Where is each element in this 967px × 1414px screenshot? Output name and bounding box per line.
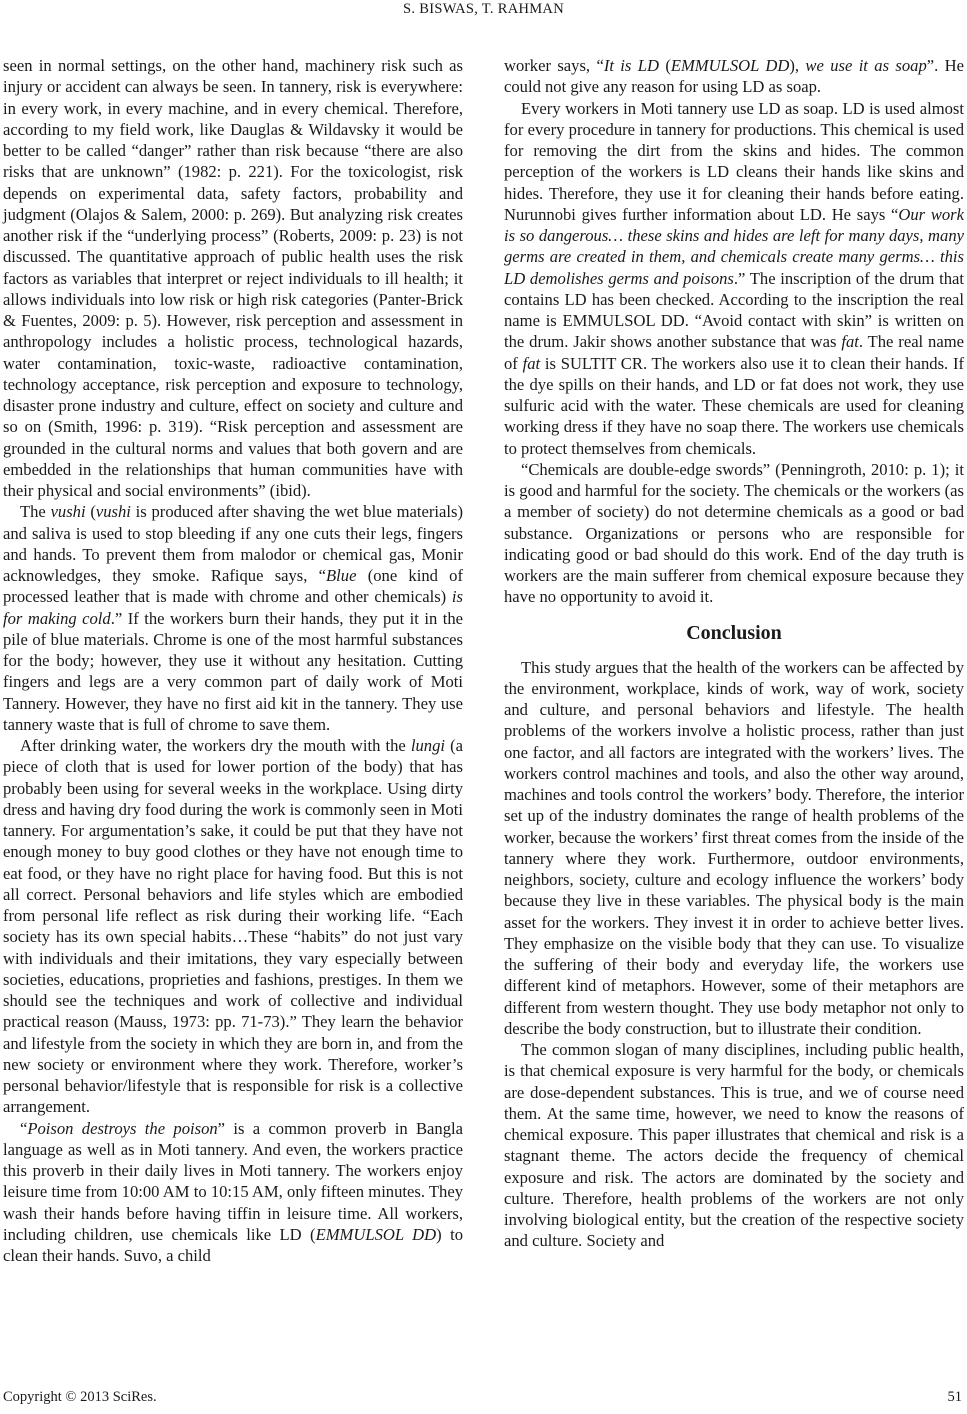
italic-text-run: Poison destroys the poison <box>27 1118 218 1138</box>
italic-text-run: fat <box>522 353 541 373</box>
text-run: is SULTIT CR. The workers also use it to clean their hands. If the dye spills on their hands, and LD or fat does not work, they use sulfuric acid with the water. These chemicals are used for cleaning working dress if they have no soap there. The workers use chemicals to protect themselves from chemicals. <box>504 353 964 458</box>
paragraph <box>504 55 964 98</box>
italic-text-run: is for making cold <box>3 587 463 628</box>
paragraph <box>504 1039 964 1252</box>
text-run: .” The inscription of the drum that contains LD has been checked. According to the inscription the real name is EMMULSOL DD. “Avoid contact with skin” is written on the drum. Jakir shows another substance that was <box>504 268 964 352</box>
text-run: (a piece of cloth that is used for lower portion of the body) that has probably been using for several weeks in the workplace. Using dirty dress and having dry food during the work is commonly seen in Moti tannery. For argumentation’s sake, it could be put that they have not enough money to buy good clothes or they have not enough time to eat food, or they have no right place for having food. But this is not all correct. Personal behaviors and life styles which are embodied from personal life reflect as risk during their working life. “Each society has its own special habits…These “habits” do not just vary with individuals and their imitations, they vary especially between societies, educations, proprieties and fashions, prestiges. In them we should see the techniques and work of collective and individual practical reason (Mauss, 1973: pp. 71-73).” They learn the behavior and lifestyle from the society in which they are born in, and from the new society or environment where they work. Therefore, worker’s personal behavior/lifestyle that is responsible for risk is a collective arrangement. <box>3 736 463 1117</box>
text-run: The <box>20 502 51 522</box>
text-run: After drinking water, the workers dry the mouth with the <box>20 736 411 755</box>
paragraph <box>3 1118 463 1267</box>
text-run: ( <box>85 502 96 522</box>
italic-text-run: fat <box>841 332 859 352</box>
section-heading: Conclusion <box>686 621 782 644</box>
text-run: “ <box>20 1118 28 1138</box>
paragraph <box>3 735 463 1118</box>
italic-text-run: Blue <box>326 566 357 585</box>
right-column <box>504 55 964 1266</box>
left-column <box>3 55 463 1266</box>
paragraph <box>3 55 463 501</box>
text-run: ) to clean their hands. Suvo, a child <box>3 1224 463 1265</box>
paragraph <box>504 657 964 1040</box>
text-run: . The real name of <box>504 332 964 373</box>
two-column-body <box>3 55 964 1266</box>
italic-text-run: we use it as soap <box>805 56 927 75</box>
running-header-authors: S. BISWAS, T. RAHMAN <box>403 1 564 17</box>
text-run: seen in normal settings, on the other hand, machinery risk such as injury or accident can always be seen. In tannery, risk is everywhere: in every work, in every machine, and in every chemical. Therefore, according to my field work, like Dauglas & Wildavsky it would be better to be called “danger” rather than risk because “there are also risks that are unknown” (1982: p. 221). For the toxicologist, risk depends on experimental data, safety factors, probability and judgment (Olajos & Salem, 2000: p. 269). But analyzing risk creates another risk if the “underlying process” (Roberts, 2009: p. 23) is not discussed. The quantitative approach of public health uses the risk factors as variables that interpret or reject individuals to ill health; it allows individuals into low risk or high risk categories (Panter-Brick & Fuentes, 2009: p. 5). However, risk perception and assessment in anthropology includes a holistic process, technological hazards, water contamination, toxic-waste, radioactive contamination, technology acceptance, risk perception and exposure to technology, disaster prone industry and culture, effect on society and culture and so on (Smith, 1996: p. 319). “Risk perception and assessment are grounded in the cultural norms and values that both govern and are embedded in the relationships that human communities have with their physical and social environments” (ibid). <box>3 56 463 500</box>
italic-text-run: EMMULSOL DD <box>670 56 790 75</box>
text-run: ” is a common proverb in Bangla language as well as in Moti tannery. And even, the workers practice this proverb in their daily lives in Moti tannery. The workers enjoy leisure time from 10:00 AM to 10:15 AM, only fifteen minutes. They wash their hands before having tiffin in leisure time. All workers, including children, use chemicals like LD ( <box>3 1118 463 1244</box>
text-run: Every workers in Moti tannery use LD as soap. LD is used almost for every procedure in tannery for productions. This chemical is used for removing the dirt from the skins and hides. The common perception of the workers is LD cleans their hands like skins and hides. Therefore, they use it for cleaning their hands before eating. Nurunnobi gives further information about LD. He says “ <box>504 98 964 224</box>
text-run: .” If the workers burn their hands, they put it in the pile of blue materials. Chrome is one of the most harmful substances for the body; however, they use it without any hesitation. Cutting fingers and legs are a very common part of daily work of Moti Tannery. However, they have no first aid kit in the tannery. They use tannery waste that is full of chrome to save them. <box>3 608 463 734</box>
text-run: is produced after shaving the wet blue materials) and saliva is used to stop bleeding if any one cuts their legs, fingers and hands. To prevent them from malodor or chemical gas, Monir acknowledges, they smoke. Rafique says, “ <box>3 502 463 585</box>
paragraph <box>3 501 463 735</box>
italic-text-run: Our work is so dangerous… these skins and hides are left for many days, many germs are created in them, and chemicals create many germs… this LD demolishes germs and poisons <box>504 204 965 288</box>
text-run: “Chemicals are double-edge swords” (Penningroth, 2010: p. 1); it is good and harmful for the society. The chemicals or the workers (as a member of society) do not determine chemicals as a good or bad substance. Organizations or persons who are responsible for indicating good or bad should do this work. End of the day truth is workers are the main sufferer from chemical exposure because they have no opportunity to avoid it. <box>504 459 964 607</box>
copyright-notice: Copyright © 2013 SciRes. <box>3 1389 157 1405</box>
text-run: ”. He could not give any reason for using LD as soap. <box>504 56 964 97</box>
text-run: ), <box>789 56 806 75</box>
text-run: ( <box>658 56 671 75</box>
italic-text-run: vushi <box>50 502 86 522</box>
italic-text-run: It is LD <box>603 56 659 75</box>
page-number: 51 <box>947 1389 962 1405</box>
text-run: (one kind of processed leather that is made with chrome and other chemicals) <box>3 566 463 607</box>
italic-text-run: EMMULSOL DD <box>315 1224 437 1244</box>
paragraph <box>504 459 964 608</box>
paragraph <box>504 98 964 459</box>
italic-text-run: lungi <box>410 736 445 755</box>
text-run: The common slogan of many disciplines, including public health, is that chemical exposure is very harmful for the body, or chemicals are dose-dependent substances. This is true, and we of course need them. At the same time, however, we need to know the reasons of chemical exposure. This paper illustrates that chemical and risk is a stagnant theme. The actors decide the frequency of chemical exposure and risk. The actors are dominated by the society and culture. Therefore, health problems of the workers are not only involving biological entity, but the creation of the respective society and culture. Society and <box>504 1040 964 1251</box>
italic-text-run: vushi <box>95 502 131 522</box>
text-run: This study argues that the health of the workers can be affected by the environment, workplace, kinds of work, way of work, society and culture, and personal behaviors and lifestyle. The health problems of the workers involve a holistic process, rather than just one factor, and all factors are integrated with the workers’ lives. The workers control machines and tools, and also the other way around, machines and tools control the workers’ body. Therefore, the interior set up of the industry dominates the range of health problems of the worker, because the workers’ first threat comes from the inside of the tannery where they work. Furthermore, outdoor environments, neighbors, society, culture and ecology influence the workers’ body because they live in these variables. The physical body is the main asset for the workers. They invest it in order to achieve better lives. They emphasize on the visible body that they can use. To visualize the suffering of their body and everyday life, the workers use different kind of metaphors. However, some of their metaphors are different from western thought. They use body metaphor not only to describe the body construction, but to illustrate their condition. <box>504 657 964 1038</box>
page-footer <box>3 1389 962 1406</box>
text-run: worker says, “ <box>504 56 604 75</box>
